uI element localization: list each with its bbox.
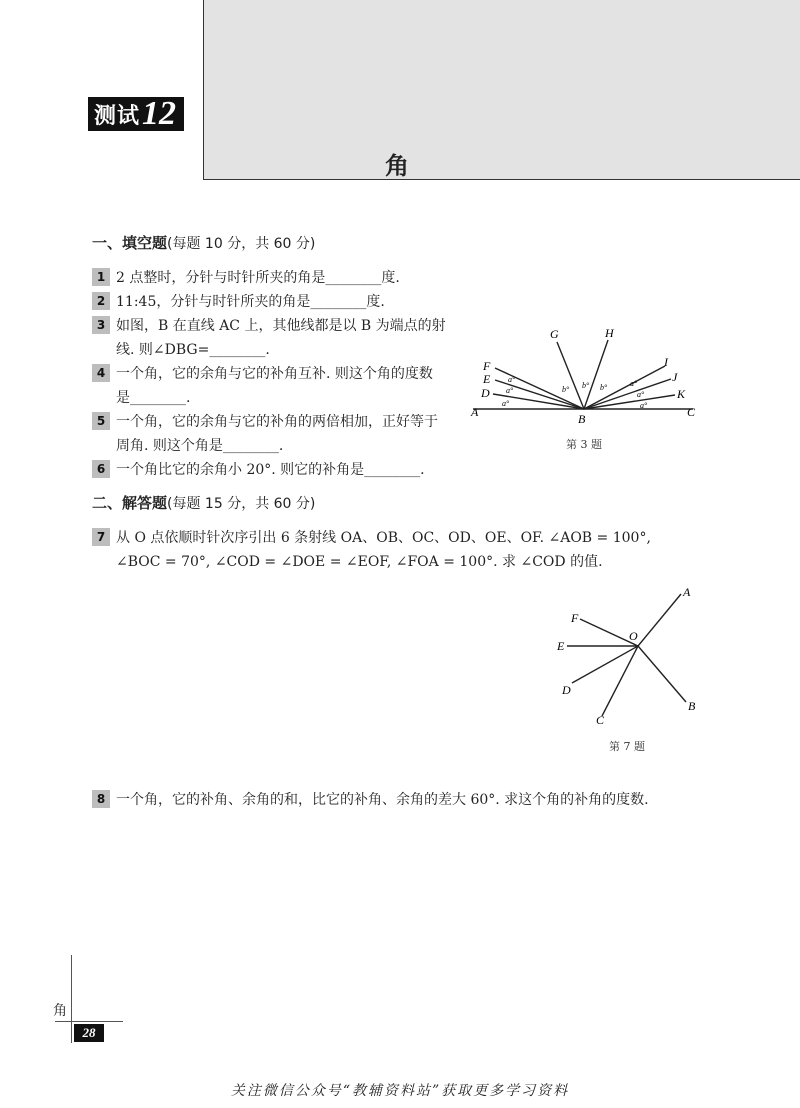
question-5 bbox=[92, 410, 438, 458]
question-text-line1: 一个角，它的余角与它的补角的两倍相加，正好等于 bbox=[116, 414, 438, 430]
label-e: E bbox=[557, 639, 565, 653]
question-number-badge: 1 bbox=[92, 268, 110, 286]
question-text-line2: 是________. bbox=[116, 390, 191, 406]
side-chapter-label: 角 bbox=[53, 1003, 67, 1019]
question-8 bbox=[92, 788, 649, 812]
test-word: 测试 bbox=[94, 103, 141, 129]
angle-label-a5: a° bbox=[637, 390, 645, 399]
label-h: H bbox=[605, 326, 614, 340]
angle-label-a4: a° bbox=[630, 379, 638, 388]
question-1 bbox=[92, 266, 400, 290]
chapter-title: 角 bbox=[385, 152, 409, 180]
question-3 bbox=[92, 314, 446, 362]
label-f: F bbox=[483, 359, 491, 373]
figure-3-caption: 第 3 题 bbox=[566, 438, 602, 451]
label-o: O bbox=[629, 629, 638, 643]
side-horizontal-rule bbox=[55, 1021, 123, 1022]
test-number: 12 bbox=[142, 95, 177, 132]
question-text-line1: 从 O 点依顺时针次序引出 6 条射线 OA、OB、OC、OD、OE、OF. ∠AOB = 100°, bbox=[116, 530, 651, 546]
question-text-line1: 如图，B 在直线 AC 上，其他线都是以 B 为端点的射 bbox=[116, 318, 446, 334]
angle-label-a1: a° bbox=[508, 375, 516, 384]
question-number-badge: 4 bbox=[92, 364, 110, 382]
question-text: 一个角，它的补角、余角的和，比它的补角、余角的差大 60°. 求这个角的补角的度数. bbox=[116, 792, 649, 808]
question-7 bbox=[92, 526, 651, 574]
question-text-line1: 一个角，它的余角与它的补角互补. 则这个角的度数 bbox=[116, 366, 433, 382]
section1-heading bbox=[92, 232, 315, 253]
question-6 bbox=[92, 458, 425, 482]
figure-7-diagram bbox=[550, 580, 710, 730]
label-k: K bbox=[677, 387, 686, 401]
question-text-line2: 周角. 则这个角是________. bbox=[116, 438, 284, 454]
label-b: B bbox=[578, 412, 586, 426]
label-j: J bbox=[672, 370, 678, 384]
section2-heading bbox=[92, 492, 315, 513]
side-vertical-rule bbox=[71, 955, 72, 1043]
section2-title: 二、解答题 bbox=[92, 494, 168, 512]
question-text-line2: ∠BOC = 70°, ∠COD = ∠DOE = ∠EOF, ∠FOA = 100°. 求 ∠COD 的值. bbox=[116, 554, 603, 570]
label-c: C bbox=[687, 405, 696, 419]
question-4 bbox=[92, 362, 433, 410]
question-text: 一个角比它的余角小 20°. 则它的补角是________. bbox=[116, 462, 425, 478]
header-grey-panel bbox=[203, 0, 800, 180]
label-a: A bbox=[683, 585, 691, 599]
angle-label-a6: a° bbox=[640, 401, 648, 410]
section2-note: (每题 15 分，共 60 分) bbox=[167, 496, 316, 512]
question-number-badge: 8 bbox=[92, 790, 110, 808]
figure-7-caption: 第 7 题 bbox=[609, 740, 645, 753]
question-number-badge: 3 bbox=[92, 316, 110, 334]
question-text: 11:45，分针与时针所夹的角是________度. bbox=[116, 294, 385, 310]
ray-bj bbox=[584, 379, 671, 409]
question-text: 2 点整时，分针与时针所夹的角是________度. bbox=[116, 270, 400, 286]
question-number-badge: 2 bbox=[92, 292, 110, 310]
ray-ob bbox=[638, 646, 686, 702]
section1-note: (每题 10 分，共 60 分) bbox=[167, 236, 316, 252]
label-a: A bbox=[471, 405, 479, 419]
question-number-badge: 6 bbox=[92, 460, 110, 478]
label-d: D bbox=[481, 386, 490, 400]
question-text-line2: 线. 则∠DBG=________. bbox=[116, 342, 270, 358]
page-number: 28 bbox=[74, 1024, 104, 1042]
angle-label-a2: a° bbox=[506, 386, 514, 395]
label-g: G bbox=[550, 327, 559, 341]
angle-label-b3: b° bbox=[600, 383, 608, 392]
label-f: F bbox=[571, 611, 579, 625]
question-number-badge: 5 bbox=[92, 412, 110, 430]
angle-label-b2: b° bbox=[582, 381, 590, 390]
question-2 bbox=[92, 290, 385, 314]
label-b: B bbox=[688, 699, 696, 713]
angle-label-a3: a° bbox=[502, 399, 510, 408]
test-label bbox=[88, 97, 184, 131]
figure-3-diagram bbox=[465, 320, 705, 440]
label-i: I bbox=[664, 355, 668, 369]
angle-label-b1: b° bbox=[562, 385, 570, 394]
label-d: D bbox=[562, 683, 571, 697]
question-number-badge: 7 bbox=[92, 528, 110, 546]
section1-title: 一、填空题 bbox=[92, 234, 168, 252]
label-c: C bbox=[596, 713, 605, 727]
label-e: E bbox=[483, 372, 491, 386]
footer-note: 关注微信公众号“教辅资料站”获取更多学习资料 bbox=[230, 1083, 570, 1099]
ray-oa bbox=[638, 594, 681, 646]
